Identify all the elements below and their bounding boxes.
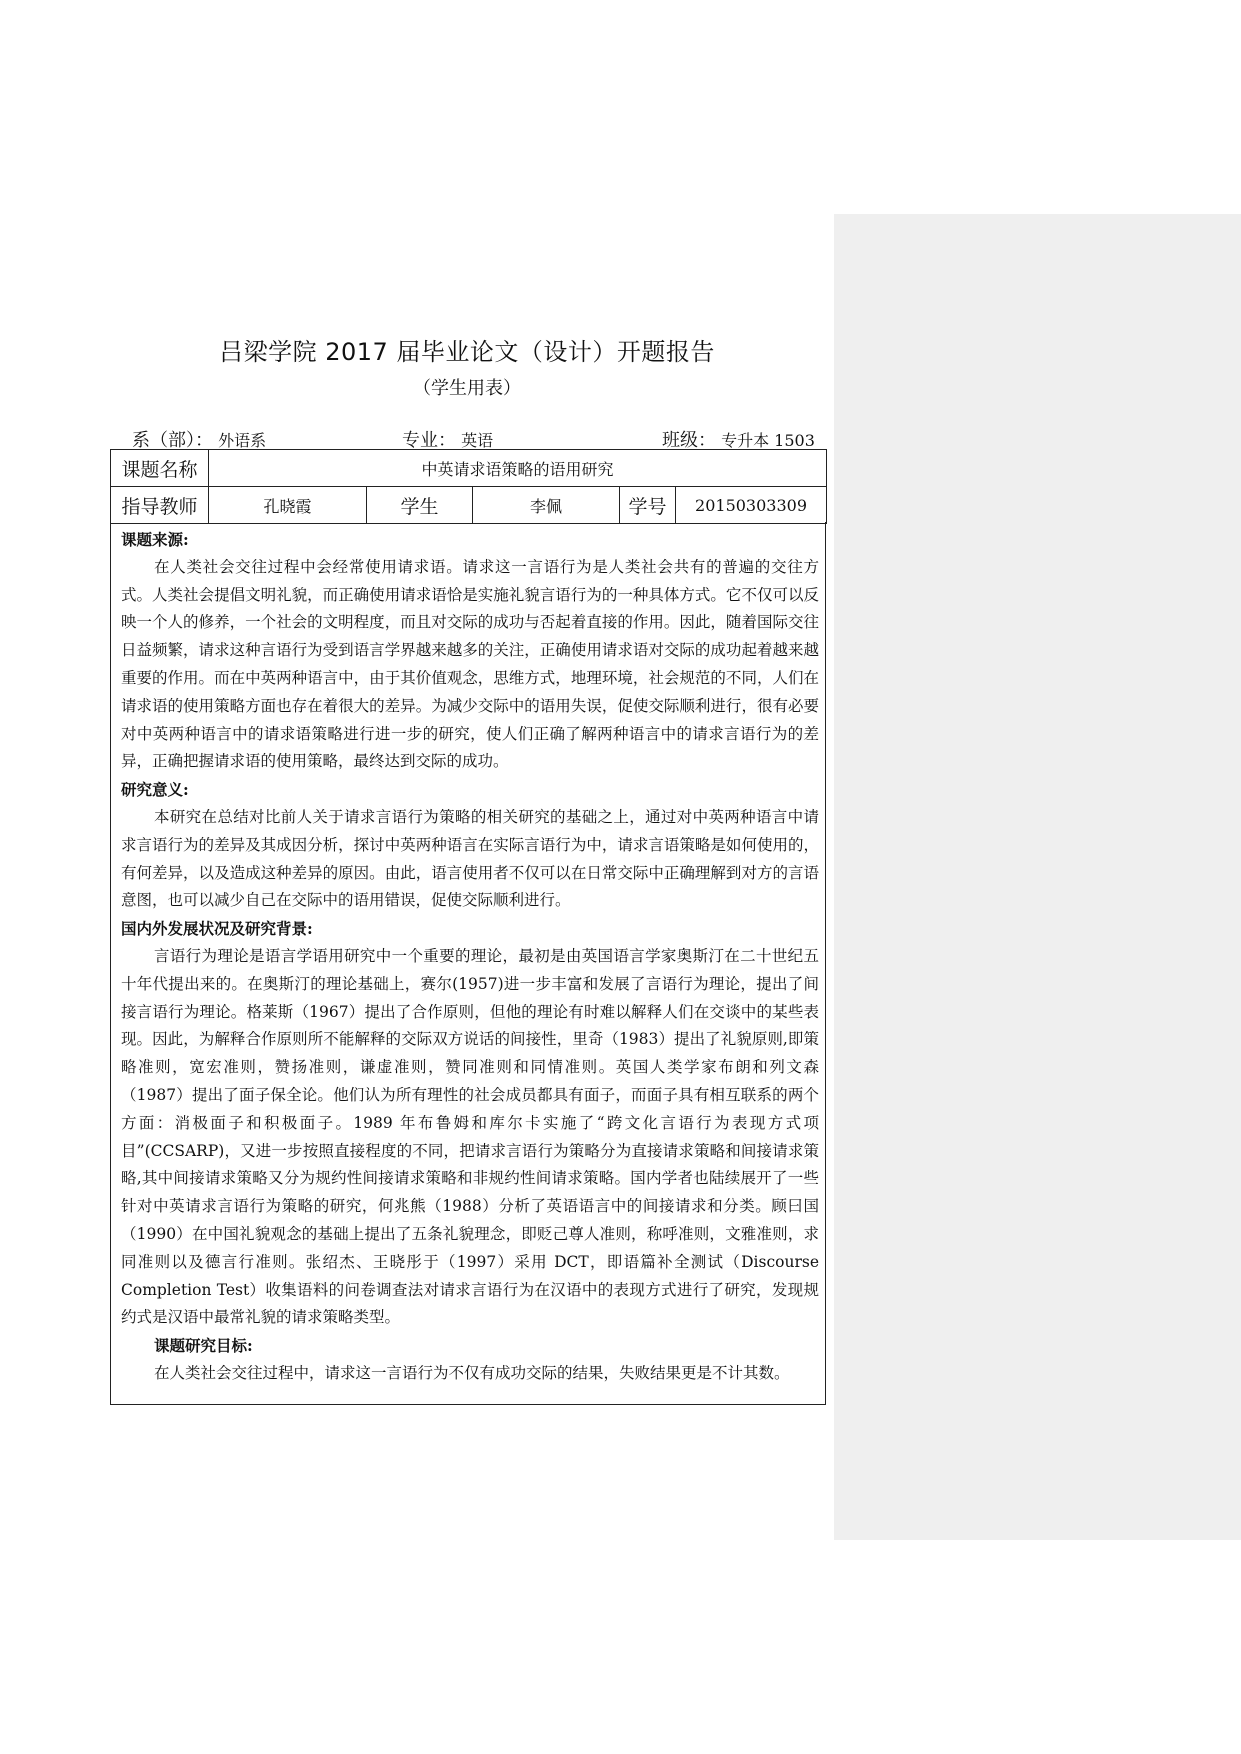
topic-label: 课题名称 [111, 450, 209, 487]
significance-paragraph: 本研究在总结对比前人关于请求言语行为策略的相关研究的基础之上，通过对中英两种语言中请求言语行为的差异及其成因分析，探讨中英两种语言在实际言语行为中，请求言语策略是如何使用的，有何差异，以及造成这种差异的原因。由此，语言使用者不仅可以在日常交际中正确理解到对方的言语意图，也可以减少自己在交际中的语用错误，促使交际顺利进行。 [121, 807, 819, 910]
department-label: 系（部）： [132, 430, 213, 451]
class-label: 班级： [662, 430, 716, 451]
document-subtitle: （学生用表） [413, 378, 521, 399]
student-id-label: 学号 [620, 487, 676, 524]
source-heading: 课题来源: [121, 530, 189, 549]
goal-heading: 课题研究目标: [154, 1336, 253, 1356]
class-value: 专升本 1503 [721, 431, 815, 450]
source-paragraph: 在人类社会交往过程中会经常使用请求语。请求这一言语行为是人类社会共有的普遍的交往方式。人类社会提倡文明礼貌，而正确使用请求语恰是实施礼貌言语行为的一种具体方式。它不仅可以反映一个人的修养，一个社会的文明程度，而且对交际的成功与否起着直接的作用。因此，随着国际交往日益频繁，请求这种言语行为受到语言学界越来越多的关注，正确使用请求语对交际的成功起着越来越重要的作用。而在中英两种语言中，由于其价值观念，思维方式，地理环境，社会规范的不同，人们在请求语的使用策略方面也存在着很大的差异。为减少交际中的语用失误，促使交际顺利进行，很有必要对中英两种语言中的请求语策略进行进一步的研究，使人们正确了解两种语言中的请求言语行为的差异，正确把握请求语的使用策略，最终达到交际的成功。 [121, 557, 819, 771]
comment-pane [834, 214, 1241, 1540]
report-content [110, 522, 826, 1405]
department-value: 外语系 [218, 431, 267, 450]
advisor-label: 指导教师 [111, 487, 209, 524]
student-id-value: 20150303309 [676, 487, 827, 524]
student-value: 李佩 [473, 487, 620, 524]
advisor-value: 孔晓霞 [209, 487, 367, 524]
major-label: 专业： [402, 430, 456, 451]
people-row [111, 487, 827, 524]
report-form-table [110, 449, 827, 524]
background-heading: 国内外发展状况及研究背景: [121, 919, 313, 939]
major-value: 英语 [461, 431, 494, 450]
background-paragraph: 言语行为理论是语言学语用研究中一个重要的理论，最初是由英国语言学家奥斯汀在二十世纪五十年代提出来的。在奥斯汀的理论基础上，赛尔(1957)进一步丰富和发展了言语行为理论，提出了间接言语行为理论。格莱斯（1967）提出了合作原则，但他的理论有时难以解释人们在交谈中的某些表现。因此，为解释合作原则所不能解释的交际双方说话的间接性，里奇（1983）提出了礼貌原则,即策略准则，宽宏准则，赞扬准则，谦虚准则，赞同准则和同情准则。英国人类学家布朗和列文森（1987）提出了面子保全论。他们认为所有理性的社会成员都具有面子，而面子具有相互联系的两个方面：消极面子和积极面子。1989 年布鲁姆和库尔卡实施了“跨文化言语行为表现方式项目”(CCSARP)，又进一步按照直接程度的不同，把请求言语行为策略分为直接请求策略和间接请求策略,其中间接请求策略又分为规约性间接请求策略和非规约性间请求策略。国内学者也陆续展开了一些针对中英请求言语行为策略的研究，何兆熊（1988）分析了英语语言中的间接请求和分类。顾曰国（1990）在中国礼貌观念的基础上提出了五条礼貌理念，即贬己尊人准则，称呼准则，文雅准则，求同准则以及德言行准则。张绍杰、王晓彤于（1997）采用 DCT，即语篇补全测试（Discourse Completion Test）收集语料的问卷调查法对请求言语行为在汉语中的表现方式进行了研究，发现规约式是汉语中最常礼貌的请求策略类型。 [121, 946, 819, 1327]
document-title: 吕梁学院 2017 届毕业论文（设计）开题报告 [219, 338, 715, 366]
topic-value: 中英请求语策略的语用研究 [209, 450, 827, 487]
significance-heading: 研究意义: [121, 780, 189, 800]
student-label: 学生 [367, 487, 473, 524]
topic-row [111, 450, 827, 487]
goal-paragraph: 在人类社会交往过程中，请求这一言语行为不仅有成功交际的结果，失败结果更是不计其数。 [154, 1363, 790, 1382]
